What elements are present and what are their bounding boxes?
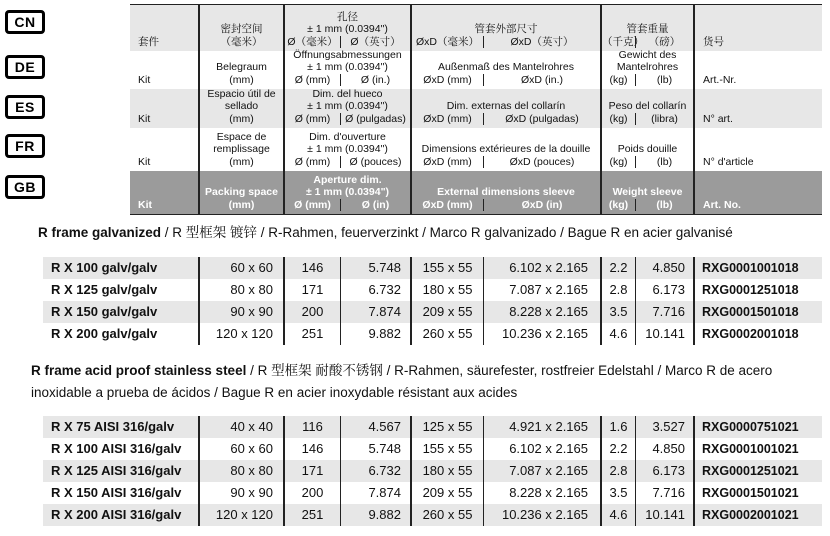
packing-space-value: 60 x 60 (198, 257, 283, 279)
weight-kg-value: 4.6 (600, 504, 635, 526)
sleeve-in-value: 7.087 x 2.165 (483, 279, 600, 301)
kit-header-label: Kit (138, 198, 152, 211)
weight-header: Weight sleeve (kg) (lb) (600, 171, 693, 214)
art-no-header: N° art. (693, 89, 822, 128)
section-title-rest: / R 型框架 耐酸不锈钢 / R-Rahmen, säurefester, rostfreier Edelstahl / Marco R de acero inoxidable a prueba de ácidos / Bague R en acier inoxydable résistant aux acides (31, 363, 773, 400)
weight-lb-value: 10.141 (635, 323, 693, 345)
weight-lb-value: 4.850 (635, 438, 693, 460)
weight-kg-value: 1.6 (600, 416, 635, 438)
header-row-de (130, 48, 822, 89)
aperture-in-value: 4.567 (340, 416, 410, 438)
aperture-header: Dim. del hueco ± 1 mm (0.0394") Ø (mm) Ø (pulgadas) (283, 89, 410, 128)
kit-name: R X 200 AISI 316/galv (51, 507, 182, 522)
aperture-in-value: 6.732 (340, 460, 410, 482)
packing-space-value: 60 x 60 (198, 438, 283, 460)
packing-space-header: Espacio útil de sellado (mm) (198, 89, 283, 128)
table-galvanized (43, 257, 822, 345)
aperture-in-value: 9.882 (340, 323, 410, 345)
weight-lb-value: 3.527 (635, 416, 693, 438)
table-row (43, 460, 822, 482)
aperture-in-value: 7.874 (340, 482, 410, 504)
packing-space-value: 40 x 40 (198, 416, 283, 438)
weight-kg-value: 3.5 (600, 482, 635, 504)
weight-header: Gewicht des Mantelrohres (kg) (lb) (600, 51, 693, 89)
table-row (43, 257, 822, 279)
weight-kg-value: 4.6 (600, 323, 635, 345)
weight-kg-value: 2.2 (600, 438, 635, 460)
section-title-bold: R frame galvanized (38, 225, 162, 240)
header-row-gb (130, 171, 822, 214)
sleeve-in-value: 8.228 x 2.165 (483, 301, 600, 323)
kit-name: R X 125 AISI 316/galv (51, 463, 182, 478)
weight-kg-value: 2.8 (600, 460, 635, 482)
weight-kg-value: 3.5 (600, 301, 635, 323)
header-row-es (130, 89, 822, 128)
aperture-in-value: 9.882 (340, 504, 410, 526)
sleeve-in-value: 4.921 x 2.165 (483, 416, 600, 438)
table-row (43, 438, 822, 460)
packing-space-header: 密封空间 （毫米） (198, 5, 283, 51)
weight-header: Peso del collarín (kg) (libra) (600, 89, 693, 128)
art-no-value: RXG0001001021 (693, 438, 822, 460)
sleeve-dim-header: Dimensions extérieures de la douille ØxD (mm) ØxD (pouces) (410, 128, 600, 171)
section-title-galvanized (38, 222, 822, 244)
aperture-in-value: 6.732 (340, 279, 410, 301)
sleeve-mm-value: 260 x 55 (410, 323, 483, 345)
aperture-in-value: 5.748 (340, 438, 410, 460)
language-badge-fr: FR (5, 134, 45, 158)
kit-name: R X 100 galv/galv (51, 260, 158, 275)
packing-space-value: 120 x 120 (198, 504, 283, 526)
sleeve-in-value: 8.228 x 2.165 (483, 482, 600, 504)
kit-header-label: Kit (138, 155, 151, 168)
art-no-value: RXG0001251018 (693, 279, 822, 301)
aperture-in-value: 5.748 (340, 257, 410, 279)
art-no-header: N° d'article (693, 128, 822, 171)
sleeve-in-value: 7.087 x 2.165 (483, 460, 600, 482)
sleeve-in-value: 6.102 x 2.165 (483, 257, 600, 279)
language-badge-gb: GB (5, 175, 45, 199)
weight-lb-value: 10.141 (635, 504, 693, 526)
sleeve-dim-header: Außenmaß des Mantelrohres ØxD (mm) ØxD (in.) (410, 51, 600, 89)
kit-name: R X 150 AISI 316/galv (51, 485, 182, 500)
art-no-header: 货号 (693, 5, 822, 51)
table-row (43, 301, 822, 323)
kit-name: R X 75 AISI 316/galv (51, 419, 175, 434)
weight-kg-value: 2.8 (600, 279, 635, 301)
art-no-header: Art.-Nr. (693, 51, 822, 89)
weight-lb-value: 6.173 (635, 460, 693, 482)
sleeve-dim-header: 管套外部尺寸 ØxD（毫米） ØxD（英寸） (410, 5, 600, 51)
table-stainless (43, 416, 822, 526)
art-no-value: RXG0001501018 (693, 301, 822, 323)
sleeve-in-value: 10.236 x 2.165 (483, 504, 600, 526)
kit-name: R X 100 AISI 316/galv (51, 441, 182, 456)
aperture-mm-value: 200 (283, 482, 340, 504)
sleeve-mm-value: 260 x 55 (410, 504, 483, 526)
header-row-cn (130, 5, 822, 51)
kit-header-label: Kit (138, 73, 151, 86)
table-row (43, 323, 822, 345)
aperture-mm-value: 251 (283, 504, 340, 526)
art-no-value: RXG0002001018 (693, 323, 822, 345)
section-title-rest: / R 型框架 镀锌 / R-Rahmen, feuerverzinkt / Marco R galvanizado / Bague R en acier galvanisé (161, 225, 733, 240)
column-header-table (130, 4, 822, 215)
kit-header-label: 套件 (138, 35, 159, 48)
aperture-mm-value: 146 (283, 438, 340, 460)
aperture-in-value: 7.874 (340, 301, 410, 323)
weight-lb-value: 4.850 (635, 257, 693, 279)
weight-lb-value: 6.173 (635, 279, 693, 301)
art-no-value: RXG0001501021 (693, 482, 822, 504)
packing-space-value: 80 x 80 (198, 460, 283, 482)
weight-lb-value: 7.716 (635, 301, 693, 323)
sleeve-mm-value: 155 x 55 (410, 257, 483, 279)
art-no-value: RXG0001251021 (693, 460, 822, 482)
aperture-header: 孔径 ± 1 mm (0.0394") Ø（毫米） Ø（英寸） (283, 5, 410, 51)
aperture-mm-value: 251 (283, 323, 340, 345)
sleeve-in-value: 6.102 x 2.165 (483, 438, 600, 460)
packing-space-value: 90 x 90 (198, 301, 283, 323)
weight-header: Poids douille (kg) (lb) (600, 128, 693, 171)
section-title-bold: R frame acid proof stainless steel (31, 363, 247, 378)
packing-space-header: Espace de remplissage (mm) (198, 128, 283, 171)
section-title-stainless (31, 360, 819, 404)
art-no-value: RXG0001001018 (693, 257, 822, 279)
sleeve-dim-header: External dimensions sleeve ØxD (mm) ØxD (in) (410, 171, 600, 214)
weight-lb-value: 7.716 (635, 482, 693, 504)
sleeve-mm-value: 209 x 55 (410, 301, 483, 323)
aperture-mm-value: 146 (283, 257, 340, 279)
kit-name: R X 200 galv/galv (51, 326, 158, 341)
language-badge-de: DE (5, 55, 45, 79)
aperture-header: Öffnungsabmessungen ± 1 mm (0.0394") Ø (mm) Ø (in.) (283, 51, 410, 89)
sleeve-in-value: 10.236 x 2.165 (483, 323, 600, 345)
aperture-mm-value: 116 (283, 416, 340, 438)
weight-kg-value: 2.2 (600, 257, 635, 279)
art-no-value: RXG0002001021 (693, 504, 822, 526)
table-row (43, 279, 822, 301)
aperture-mm-value: 171 (283, 460, 340, 482)
art-no-header: Art. No. (693, 171, 822, 214)
kit-name: R X 125 galv/galv (51, 282, 158, 297)
packing-space-value: 80 x 80 (198, 279, 283, 301)
sleeve-dim-header: Dim. externas del collarín ØxD (mm) ØxD (pulgadas) (410, 89, 600, 128)
language-badge-es: ES (5, 95, 45, 119)
art-no-value: RXG0000751021 (693, 416, 822, 438)
packing-space-header: Belegraum (mm) (198, 51, 283, 89)
packing-space-header: Packing space (mm) (198, 171, 283, 214)
header-row-fr (130, 128, 822, 171)
sleeve-mm-value: 209 x 55 (410, 482, 483, 504)
weight-header: 管套重量 （千克） （磅） (600, 5, 693, 51)
aperture-mm-value: 171 (283, 279, 340, 301)
table-row (43, 482, 822, 504)
aperture-header: Aperture dim. ± 1 mm (0.0394") Ø (mm) Ø (in) (283, 171, 410, 214)
sleeve-mm-value: 180 x 55 (410, 460, 483, 482)
packing-space-value: 120 x 120 (198, 323, 283, 345)
sleeve-mm-value: 155 x 55 (410, 438, 483, 460)
aperture-header: Dim. d'ouverture ± 1 mm (0.0394") Ø (mm) Ø (pouces) (283, 128, 410, 171)
table-row (43, 504, 822, 526)
language-badge-cn: CN (5, 10, 45, 34)
kit-name: R X 150 galv/galv (51, 304, 158, 319)
aperture-mm-value: 200 (283, 301, 340, 323)
sleeve-mm-value: 180 x 55 (410, 279, 483, 301)
table-row (43, 416, 822, 438)
kit-header-label: Kit (138, 112, 151, 125)
sleeve-mm-value: 125 x 55 (410, 416, 483, 438)
packing-space-value: 90 x 90 (198, 482, 283, 504)
